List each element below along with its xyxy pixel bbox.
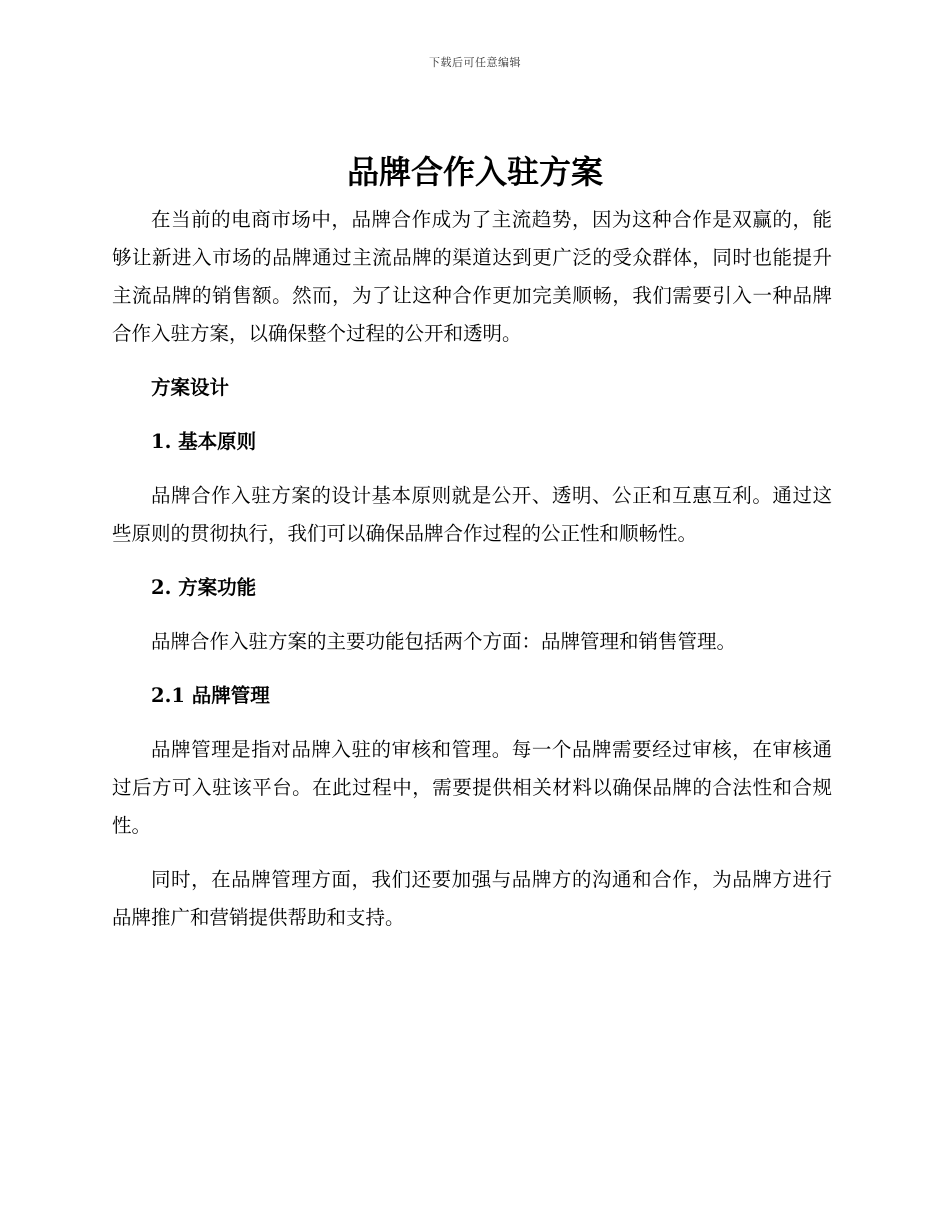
brand-management-paragraph-1: 品牌管理是指对品牌入驻的审核和管理。每一个品牌需要经过审核，在审核通过后方可入驻该平台。在此过程中，需要提供相关材料以确保品牌的合法性和合规性。 <box>112 738 832 837</box>
intro-paragraph: 在当前的电商市场中，品牌合作成为了主流趋势，因为这种合作是双赢的，能够让新进入市场的品牌通过主流品牌的渠道达到更广泛的受众群体，同时也能提升主流品牌的销售额。然而，为了让这种合作更加完美顺畅，我们需要引入一种品牌合作入驻方案，以确保整个过程的公开和透明。 <box>112 208 832 345</box>
header-note: 下载后可任意编辑 <box>429 56 521 69</box>
document-title: 品牌合作入驻方案 <box>346 153 603 191</box>
section-heading-functions: 2. 方案功能 <box>151 576 257 599</box>
functions-paragraph: 品牌合作入驻方案的主要功能包括两个方面：品牌管理和销售管理。 <box>151 630 737 653</box>
section-heading-principles: 1. 基本原则 <box>151 430 257 453</box>
brand-management-paragraph-2: 同时，在品牌管理方面，我们还要加强与品牌方的沟通和合作，为品牌方进行品牌推广和营销提供帮助和支持。 <box>112 868 832 929</box>
section-heading-brand-management: 2.1 品牌管理 <box>151 684 270 707</box>
section-heading-design: 方案设计 <box>151 376 230 399</box>
document-body <box>112 201 832 953</box>
principles-paragraph: 品牌合作入驻方案的设计基本原则就是公开、透明、公正和互惠互利。通过这些原则的贯彻执行，我们可以确保品牌合作过程的公正性和顺畅性。 <box>112 484 832 545</box>
